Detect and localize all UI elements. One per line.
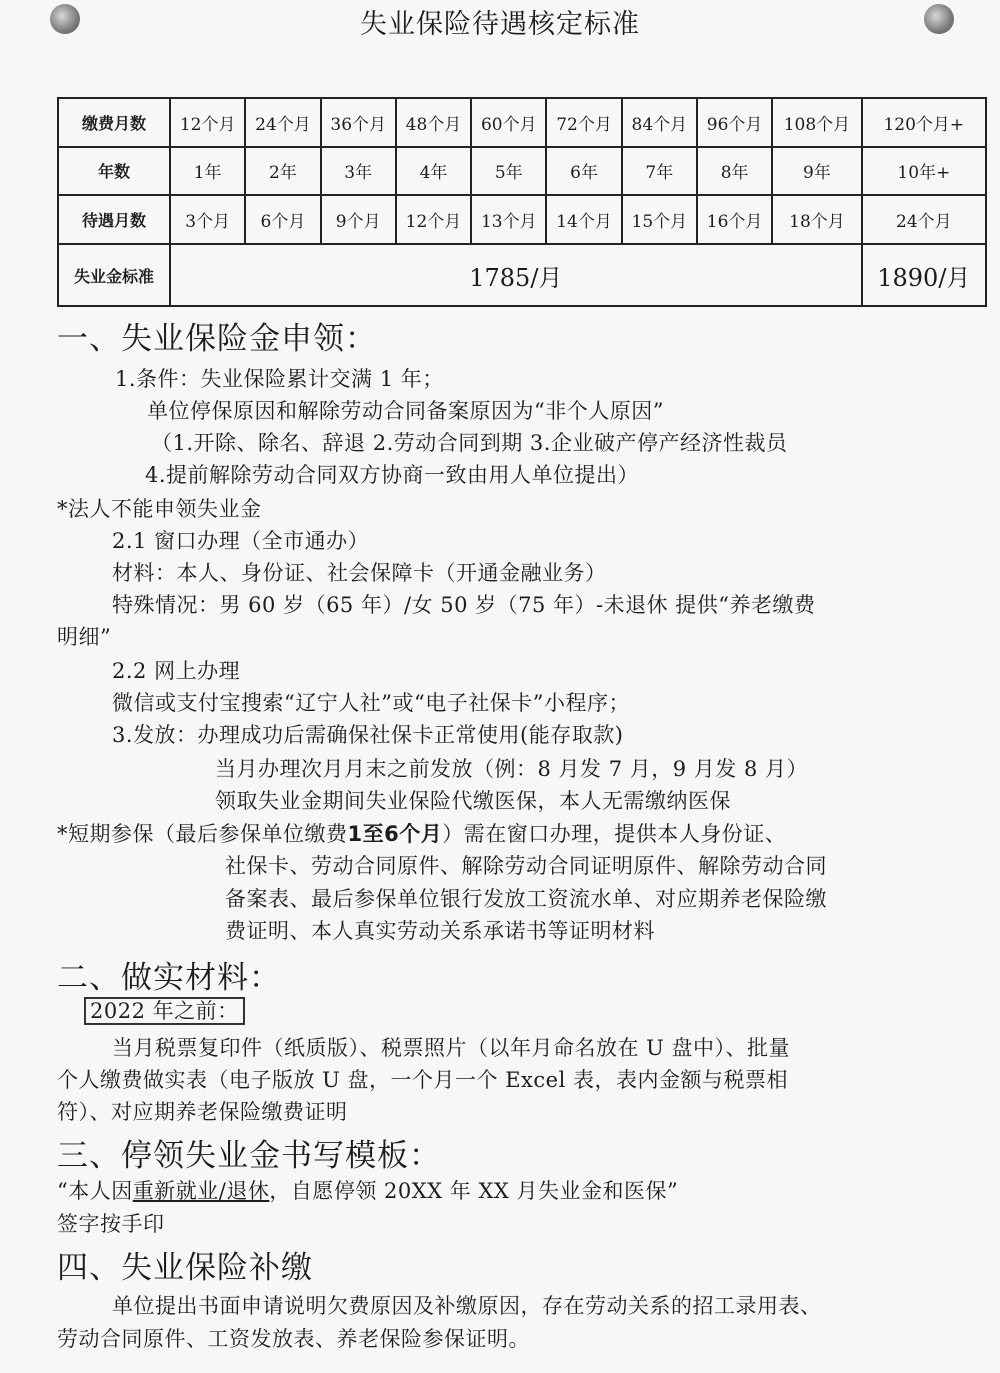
- table-cell: 6个月: [245, 195, 320, 244]
- table-cell: 15个月: [622, 195, 697, 244]
- text-segment-underlined: 重新就业/退休: [132, 1179, 270, 1203]
- text-line: 特殊情况：男 60 岁（65 年）/女 50 岁（75 年）-未退休 提供“养老缴费: [112, 593, 816, 617]
- table-cell: 12个月: [396, 195, 471, 244]
- table-cell: 60个月: [471, 98, 546, 147]
- text-line: 4.提前解除劳动合同双方协商一致由用人单位提出）: [145, 463, 640, 487]
- row-header: 失业金标准: [58, 244, 170, 306]
- text-segment: ，自愿停领 20XX 年 XX 月失业金和医保”: [269, 1179, 679, 1203]
- table-cell: 13个月: [471, 195, 546, 244]
- table-cell: 8年: [697, 147, 772, 196]
- table-cell: 72个月: [546, 98, 621, 147]
- table-cell: 84个月: [622, 98, 697, 147]
- text-line: 2.2 网上办理: [112, 659, 241, 683]
- boxed-label: 2022 年之前：: [84, 997, 245, 1025]
- table-cell: 10年+: [862, 147, 986, 196]
- text-segment: ）需在窗口办理，提供本人身份证、: [442, 822, 787, 846]
- table-cell: 9年: [772, 147, 861, 196]
- text-line: 单位提出书面申请说明欠费原因及补缴原因，存在劳动关系的招工录用表、: [112, 1294, 822, 1318]
- standard-value-1: 1785/月: [170, 244, 862, 306]
- table-cell: 6年: [546, 147, 621, 196]
- text-line: 领取失业金期间失业保险代缴医保，本人无需缴纳医保: [215, 789, 731, 813]
- section-3-heading: 三、停领失业金书写模板：: [57, 1138, 441, 1174]
- text-line: 3.发放：办理成功后需确保社保卡正常使用(能存取款): [112, 723, 624, 747]
- table-cell: 3个月: [170, 195, 245, 244]
- text-line: 费证明、本人真实劳动关系承诺书等证明材料: [225, 919, 655, 943]
- table-cell: 120个月+: [862, 98, 986, 147]
- table-row: [58, 244, 986, 306]
- table-cell: 108个月: [772, 98, 861, 147]
- table-cell: 7年: [622, 147, 697, 196]
- table-cell: 4年: [396, 147, 471, 196]
- text-line: *法人不能申领失业金: [57, 497, 262, 521]
- text-line: [57, 818, 786, 848]
- row-header: 年数: [58, 147, 170, 196]
- table-cell: 14个月: [546, 195, 621, 244]
- row-header: 待遇月数: [58, 195, 170, 244]
- text-line: 明细”: [57, 625, 112, 649]
- table-cell: 96个月: [697, 98, 772, 147]
- table-cell: 24个月: [862, 195, 986, 244]
- table-cell: 9个月: [321, 195, 396, 244]
- text-line: [57, 1175, 678, 1205]
- table-cell: 3年: [321, 147, 396, 196]
- table-row: [58, 98, 986, 147]
- table-cell: 36个月: [321, 98, 396, 147]
- text-line: 符）、对应期养老保险缴费证明: [57, 1100, 348, 1124]
- table-cell: 16个月: [697, 195, 772, 244]
- text-line: 劳动合同原件、工资发放表、养老保险参保证明。: [57, 1327, 530, 1351]
- table-cell: 5年: [471, 147, 546, 196]
- text-line: 单位停保原因和解除劳动合同备案原因为“非个人原因”: [147, 399, 664, 423]
- page-title: 失业保险待遇核定标准: [360, 9, 640, 40]
- text-line: 个人缴费做实表（电子版放 U 盘，一个月一个 Excel 表，表内金额与税票相: [57, 1068, 788, 1092]
- section-2-heading: 二、做实材料：: [57, 960, 281, 996]
- row-header: 缴费月数: [58, 98, 170, 147]
- section-1-heading: 一、失业保险金申领：: [57, 321, 377, 357]
- text-line: （1.开除、除名、辞退 2.劳动合同到期 3.企业破产停产经济性裁员: [151, 431, 788, 455]
- table-cell: 24个月: [245, 98, 320, 147]
- table-cell: 18个月: [772, 195, 861, 244]
- text-line: 2.1 窗口办理（全市通办）: [112, 529, 370, 553]
- text-segment: “本人因: [57, 1179, 133, 1203]
- table-cell: 1年: [170, 147, 245, 196]
- table-cell: 12个月: [170, 98, 245, 147]
- standard-value-2: 1890/月: [862, 244, 986, 306]
- table-cell: 48个月: [396, 98, 471, 147]
- text-line: 当月办理次月月末之前发放（例：8 月发 7 月，9 月发 8 月）: [215, 757, 808, 781]
- text-line: 微信或支付宝搜索“辽宁人社”或“电子社保卡”小程序；: [112, 691, 630, 715]
- text-line: 社保卡、劳动合同原件、解除劳动合同证明原件、解除劳动合同: [225, 854, 827, 878]
- text-segment: *短期参保（最后参保单位缴费: [57, 822, 348, 846]
- table-row: [58, 195, 986, 244]
- table-cell: 2年: [245, 147, 320, 196]
- text-segment-bold: 1至6个月: [347, 822, 443, 846]
- text-line: 备案表、最后参保单位银行发放工资流水单、对应期养老保险缴: [225, 887, 827, 911]
- section-4-heading: 四、失业保险补缴: [57, 1250, 313, 1286]
- text-line: 当月税票复印件（纸质版）、税票照片（以年月命名放在 U 盘中）、批量: [112, 1036, 791, 1060]
- text-line: 1.条件：失业保险累计交满 1 年；: [115, 367, 444, 391]
- text-line: [84, 995, 245, 1025]
- standard-table: [57, 97, 987, 307]
- table-row: [58, 147, 986, 196]
- text-line: 材料：本人、身份证、社会保障卡（开通金融业务）: [112, 561, 607, 585]
- text-line: 签字按手印: [57, 1212, 165, 1236]
